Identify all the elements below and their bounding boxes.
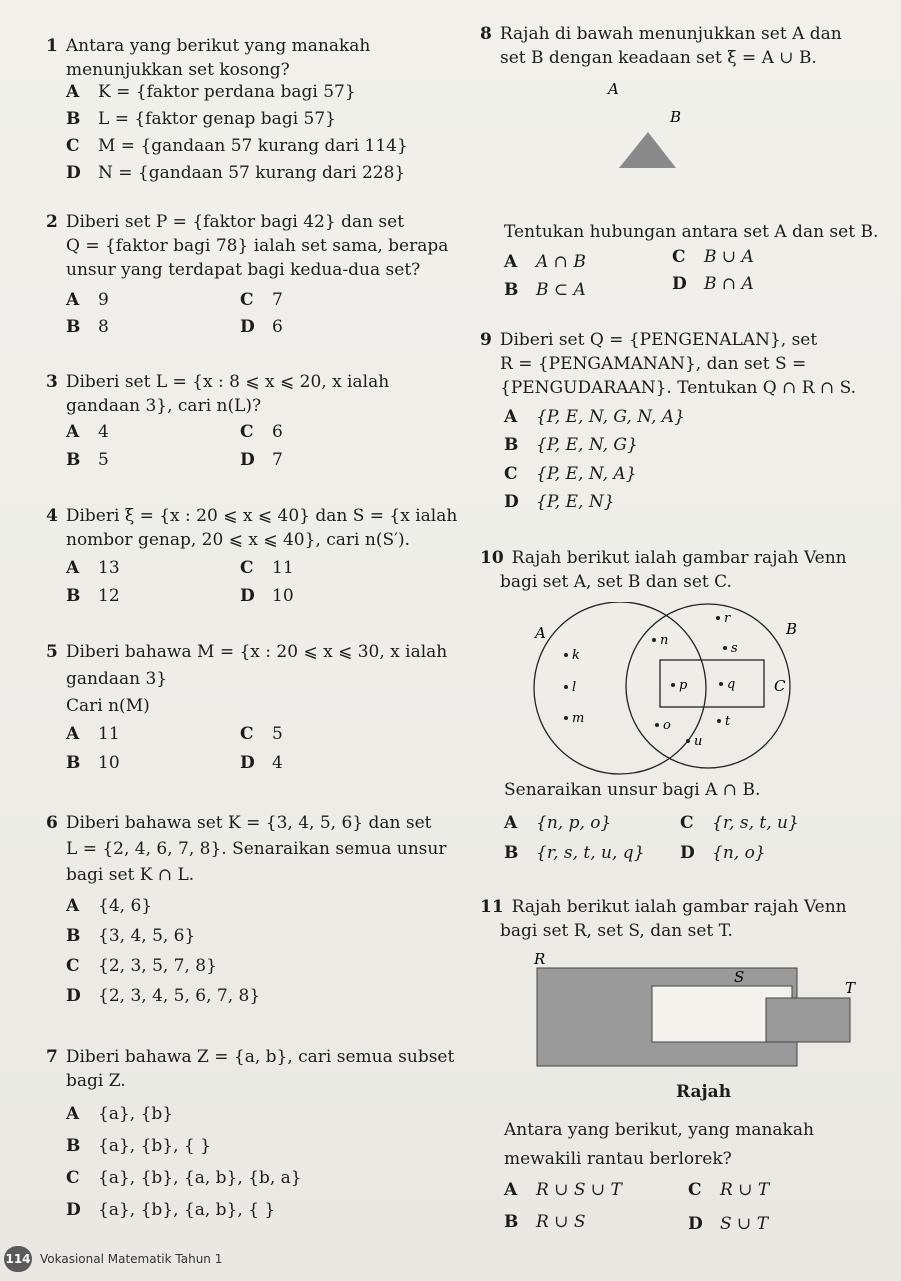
option-c[interactable]: C R ∪ T (688, 1180, 770, 1200)
option-a[interactable]: A A ∩ B (504, 252, 586, 272)
question-3 (46, 370, 389, 418)
q10-instruction: Senaraikan unsur bagi A ∩ B. (504, 780, 761, 800)
question-stem: menunjukkan set kosong? (66, 60, 290, 80)
set-a-label: A (608, 80, 619, 98)
question-2 (46, 210, 448, 282)
set-b-triangle (619, 132, 676, 168)
element-s: s (731, 641, 738, 656)
option-d[interactable]: D {P, E, N} (504, 492, 615, 512)
option-b[interactable]: B {r, s, t, u, q} (504, 843, 645, 863)
option-a[interactable]: A 9 (66, 290, 109, 310)
question-6 (46, 811, 446, 887)
question-stem: Rajah di bawah menunjukkan set A dan (499, 24, 842, 44)
option-b[interactable]: B L = {faktor genap bagi 57} (66, 109, 336, 129)
option-c[interactable]: C M = {gandaan 57 kurang dari 114} (66, 136, 408, 156)
question-number: 4 (46, 506, 58, 526)
question-stem: gandaan 3}, cari n(L)? (66, 396, 262, 416)
option-d[interactable]: D 10 (240, 586, 294, 606)
option-d[interactable]: D 7 (240, 450, 283, 470)
option-c[interactable]: C 6 (240, 422, 283, 442)
option-c[interactable]: C 5 (240, 724, 283, 744)
question-number: 1 (46, 36, 58, 56)
q11-instruction: Antara yang berikut, yang manakah mewakili rantau berlorek? (504, 1120, 814, 1169)
question-8 (480, 22, 842, 70)
option-d[interactable]: D {a}, {b}, {a, b}, { } (66, 1200, 276, 1220)
question-5 (46, 640, 447, 718)
question-number: 2 (46, 212, 58, 232)
option-a[interactable]: A {a}, {b} (66, 1104, 174, 1124)
option-d[interactable]: D 4 (240, 753, 283, 773)
set-r-label: R (534, 950, 546, 968)
question-stem: Diberi set P = {faktor bagi 42} dan set (65, 212, 405, 232)
question-stem: Diberi bahawa Z = {a, b}, cari semua subset (65, 1047, 455, 1067)
venn-diagram-q10 (530, 602, 810, 778)
set-a-label: A (535, 624, 546, 642)
element-q: q (727, 677, 736, 692)
option-b[interactable]: B R ∪ S (504, 1212, 586, 1232)
question-stem: Diberi ξ = {x : 20 ⩽ x ⩽ 40} dan S = {x ialah (65, 506, 458, 526)
set-t-rect (766, 998, 850, 1042)
question-number: 5 (46, 642, 58, 662)
question-9 (480, 328, 856, 400)
question-number: 3 (46, 372, 58, 392)
question-number: 10 (480, 548, 504, 568)
question-stem: gandaan 3} (66, 669, 168, 689)
page-footer (0, 1246, 901, 1274)
venn-diagram-q8 (600, 78, 730, 182)
option-d[interactable]: D {2, 3, 4, 5, 6, 7, 8} (66, 986, 261, 1006)
question-stem: Diberi set L = {x : 8 ⩽ x ⩽ 20, x ialah (65, 372, 390, 392)
option-b[interactable]: B {a}, {b}, { } (66, 1136, 211, 1156)
set-c-label: C (774, 677, 786, 695)
option-d[interactable]: D B ∩ A (672, 274, 754, 294)
question-stem: set B dengan keadaan set ξ = A ∪ B. (500, 48, 817, 68)
option-b[interactable]: B 10 (66, 753, 120, 773)
question-stem: unsur yang terdapat bagi kedua-dua set? (66, 260, 421, 280)
option-c[interactable]: C 11 (240, 558, 294, 578)
set-b-label: B (670, 108, 682, 126)
venn-diagram-q11 (530, 948, 860, 1072)
option-b[interactable]: B 8 (66, 317, 109, 337)
option-d[interactable]: D S ∪ T (688, 1214, 769, 1234)
option-c[interactable]: C {r, s, t, u} (680, 813, 799, 833)
option-d[interactable]: D 6 (240, 317, 283, 337)
right-column (450, 0, 901, 1240)
set-t-label: T (845, 979, 856, 997)
question-number: 8 (480, 24, 492, 44)
question-number: 9 (480, 330, 492, 350)
option-b[interactable]: B 5 (66, 450, 109, 470)
question-stem: nombor genap, 20 ⩽ x ⩽ 40}, cari n(S′). (66, 530, 410, 550)
option-d[interactable]: D {n, o} (680, 843, 766, 863)
option-b[interactable]: B B ⊂ A (504, 280, 586, 300)
left-column (0, 0, 458, 1240)
question-stem: Cari n(M) (66, 696, 150, 716)
element-o: o (663, 718, 671, 733)
element-m: m (572, 711, 585, 726)
set-s-label: S (734, 968, 745, 986)
question-stem: L = {2, 4, 6, 7, 8}. Senaraikan semua unsur (66, 839, 447, 859)
question-number: 11 (480, 897, 504, 917)
option-a[interactable]: A {P, E, N, G, N, A} (504, 407, 685, 427)
question-stem: bagi set A, set B dan set C. (500, 572, 732, 592)
option-c[interactable]: C {P, E, N, A} (504, 464, 637, 484)
question-stem: Diberi bahawa M = {x : 20 ⩽ x ⩽ 30, x ialah (65, 642, 448, 662)
page-number: 114 (4, 1246, 32, 1272)
option-a[interactable]: A 4 (66, 422, 109, 442)
question-stem: Q = {faktor bagi 78} ialah set sama, berapa (66, 236, 449, 256)
option-a[interactable]: A {n, p, o} (504, 813, 612, 833)
question-stem: bagi Z. (66, 1071, 126, 1091)
question-11 (480, 895, 847, 943)
element-n: n (660, 633, 669, 648)
option-a[interactable]: A R ∪ S ∪ T (504, 1180, 622, 1200)
option-c[interactable]: C {2, 3, 5, 7, 8} (66, 956, 217, 976)
option-c[interactable]: C 7 (240, 290, 283, 310)
question-stem: R = {PENGAMANAN}, dan set S = (500, 354, 807, 374)
question-7 (46, 1045, 454, 1093)
set-c-rect (660, 660, 764, 707)
set-b-label: B (786, 620, 798, 638)
set-b-circle (626, 604, 790, 768)
option-d[interactable]: D N = {gandaan 57 kurang dari 228} (66, 163, 406, 183)
option-a[interactable]: A {4, 6} (66, 896, 153, 916)
option-c[interactable]: C {a}, {b}, {a, b}, {b, a} (66, 1168, 302, 1188)
option-b[interactable]: B {3, 4, 5, 6} (66, 926, 196, 946)
element-p: p (679, 678, 688, 693)
option-c[interactable]: C B ∪ A (672, 247, 754, 267)
question-stem: bagi set K ∩ L. (66, 865, 195, 885)
book-title: Vokasional Matematik Tahun 1 (40, 1252, 223, 1266)
element-t: t (725, 714, 731, 729)
question-10 (480, 546, 847, 594)
option-a[interactable]: A K = {faktor perdana bagi 57} (66, 82, 356, 102)
element-u: u (694, 734, 703, 749)
question-stem: {PENGUDARAAN}. Tentukan Q ∩ R ∩ S. (500, 378, 857, 398)
question-stem: Rajah berikut ialah gambar rajah Venn (511, 548, 847, 568)
question-4 (46, 504, 457, 552)
question-stem: Antara yang berikut yang manakah (65, 36, 371, 56)
option-b[interactable]: B {P, E, N, G} (504, 435, 638, 455)
element-k: k (572, 648, 580, 663)
question-1 (46, 34, 370, 82)
question-stem: bagi set R, set S, dan set T. (500, 921, 733, 941)
question-stem: Rajah berikut ialah gambar rajah Venn (511, 897, 847, 917)
question-number: 6 (46, 813, 58, 833)
option-a[interactable]: A 11 (66, 724, 120, 744)
diagram-caption: Rajah (676, 1082, 732, 1102)
q8-instruction: Tentukan hubungan antara set A dan set B. (504, 222, 879, 242)
option-b[interactable]: B 12 (66, 586, 120, 606)
element-r: r (724, 611, 731, 626)
question-stem: Diberi set Q = {PENGENALAN}, set (499, 330, 818, 350)
question-number: 7 (46, 1047, 58, 1067)
element-l: l (572, 680, 577, 695)
question-stem: Diberi bahawa set K = {3, 4, 5, 6} dan set (65, 813, 432, 833)
option-a[interactable]: A 13 (66, 558, 120, 578)
